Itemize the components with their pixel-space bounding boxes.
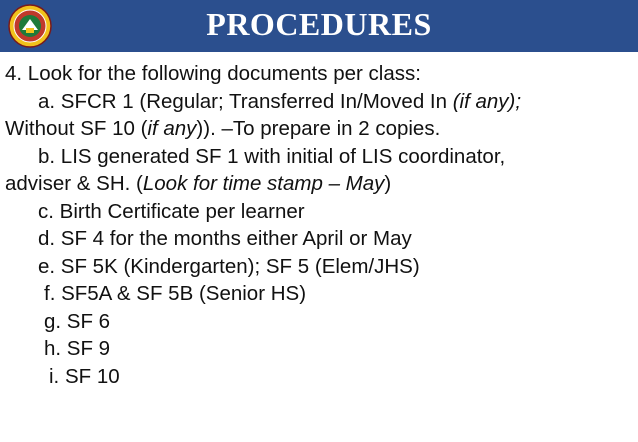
list-item-b: b. LIS generated SF 1 with initial of LIS coordinator, [38,144,506,168]
list-item-c: c. Birth Certificate per learner [38,199,305,223]
item-a-text-2: Without SF 10 ( [5,117,148,140]
item-b-text-1: adviser & SH. ( [5,172,143,195]
list-item-g: g. SF 6 [44,309,111,333]
item-a-text-1: a. SFCR 1 (Regular; Transferred In/Moved In [38,89,453,113]
list-item-a-continued [5,115,633,143]
item-b-text-2: ) [384,172,392,195]
item-a-text-3: )). –To prepare in 2 copies. [196,117,441,140]
list-item-d: d. SF 4 for the months either April or May [38,227,412,250]
page-title: PROCEDURES [206,6,432,42]
title-bar [0,0,638,52]
list-item-b-continued [5,170,633,198]
item-b-italic: Look for time stamp – May [142,172,385,195]
list-item-f: f. SF5A & SF 5B (Senior HS) [44,282,307,305]
procedure-step-intro: 4. Look for the following documents per class: [5,62,421,85]
procedure-body [5,60,633,390]
item-a-italic-1: (if any); [452,89,522,113]
list-item-h: h. SF 9 [44,337,111,360]
item-a-italic-2: if any [147,117,197,140]
list-item-a [5,88,633,116]
list-item-e: e. SF 5K (Kindergarten); SF 5 (Elem/JHS) [38,254,420,278]
list-item-i: i. SF 10 [49,364,120,388]
